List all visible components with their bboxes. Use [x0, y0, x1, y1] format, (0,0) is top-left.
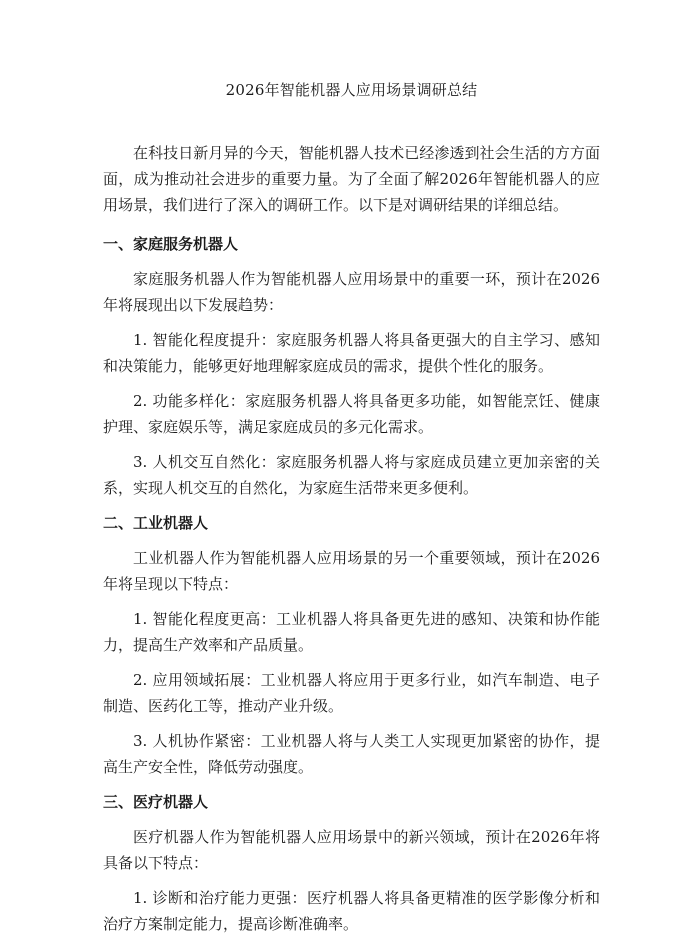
section-lead: 医疗机器人作为智能机器人应用场景中的新兴领域，预计在2026年将具备以下特点：: [103, 828, 600, 872]
document-body: [103, 140, 600, 946]
section-household-robots: [103, 231, 600, 501]
list-item: 1. 智能化程度更高：工业机器人将具备更先进的感知、决策和协作能力，提高生产效率和产品质量。: [103, 610, 600, 654]
section-medical-robots: [103, 789, 600, 937]
section-heading: 三、医疗机器人: [103, 793, 209, 811]
section-heading: 一、家庭服务机器人: [103, 235, 239, 253]
intro-paragraph: 在科技日新月异的今天，智能机器人技术已经渗透到社会生活的方方面面，成为推动社会进步的重要力量。为了全面了解2026年智能机器人的应用场景，我们进行了深入的调研工作。以下是对调研结果的详细总结。: [103, 144, 600, 214]
list-item: 3. 人机交互自然化：家庭服务机器人将与家庭成员建立更加亲密的关系，实现人机交互的自然化，为家庭生活带来更多便利。: [103, 453, 600, 497]
section-heading: 二、工业机器人: [103, 514, 209, 532]
list-item: 3. 人机协作紧密：工业机器人将与人类工人实现更加紧密的协作，提高生产安全性，降低劳动强度。: [103, 732, 600, 776]
list-item: 2. 功能多样化：家庭服务机器人将具备更多功能，如智能烹饪、健康护理、家庭娱乐等，满足家庭成员的多元化需求。: [103, 392, 600, 436]
list-item: 1. 诊断和治疗能力更强：医疗机器人将具备更精准的医学影像分析和治疗方案制定能力，提高诊断准确率。: [103, 889, 600, 933]
section-lead: 家庭服务机器人作为智能机器人应用场景中的重要一环，预计在2026年将展现出以下发展趋势：: [103, 270, 600, 314]
document-title: 2026年智能机器人应用场景调研总结: [225, 81, 478, 99]
list-item: 2. 应用领域拓展：工业机器人将应用于更多行业，如汽车制造、电子制造、医药化工等，推动产业升级。: [103, 671, 600, 715]
section-lead: 工业机器人作为智能机器人应用场景的另一个重要领域，预计在2026年将呈现以下特点：: [103, 549, 600, 593]
section-industrial-robots: [103, 510, 600, 780]
list-item: 1. 智能化程度提升：家庭服务机器人将具备更强大的自主学习、感知和决策能力，能够更好地理解家庭成员的需求，提供个性化的服务。: [103, 331, 600, 375]
